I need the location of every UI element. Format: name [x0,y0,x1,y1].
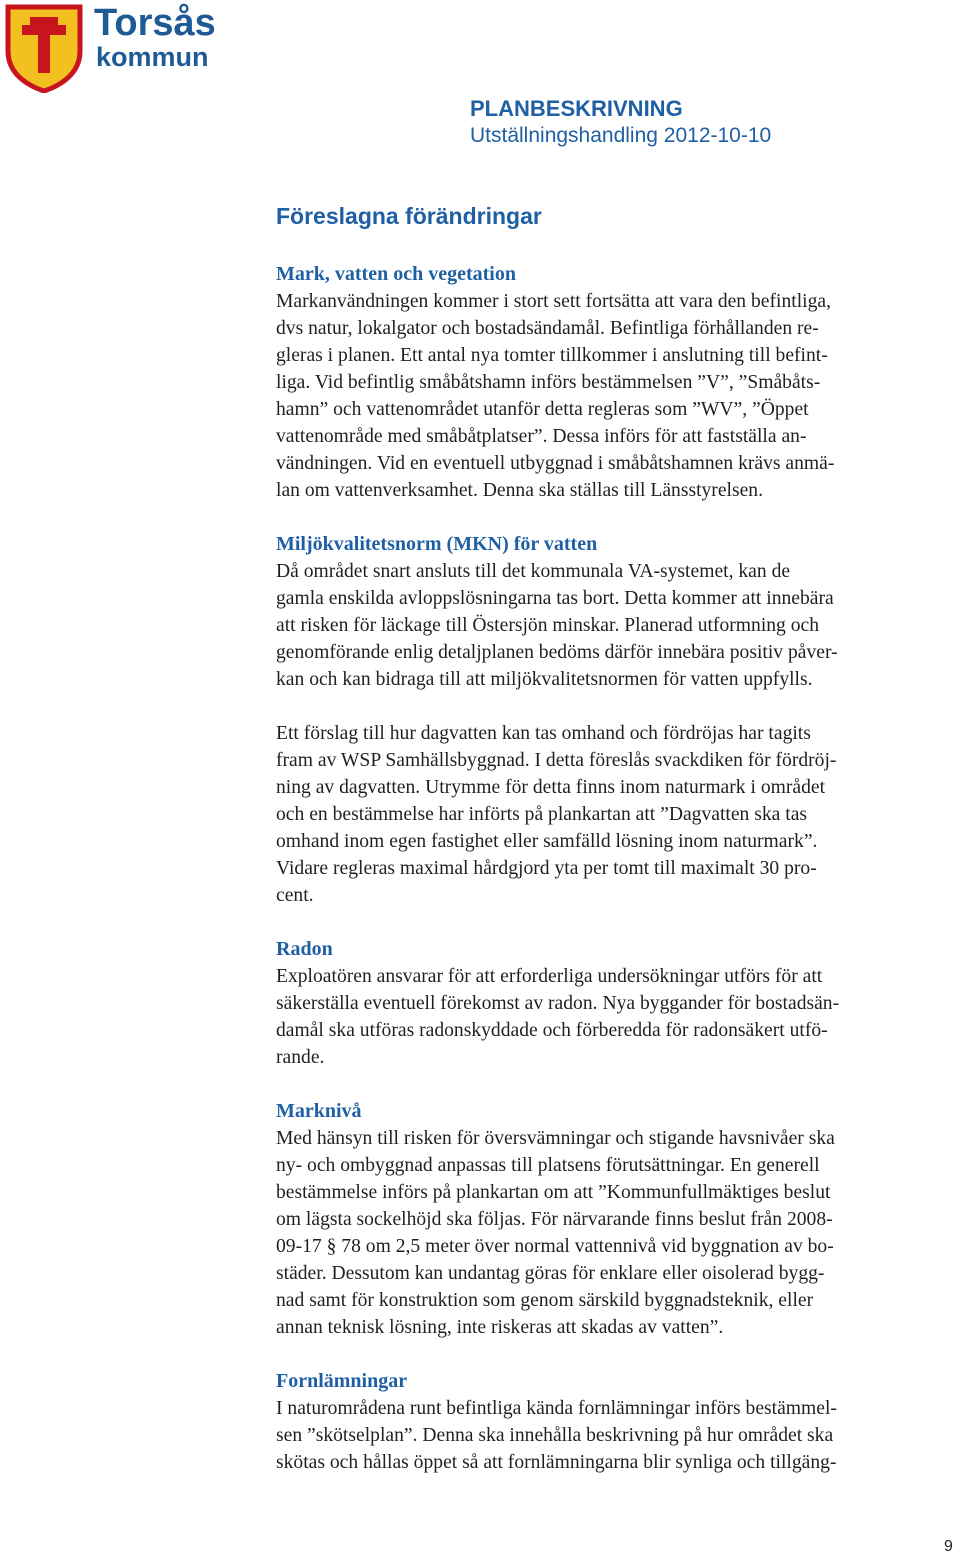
text-line: I naturområdena runt befintliga kända fornlämningar införs bestämmel- [276,1398,837,1419]
paragraph [276,288,952,504]
logo-name: Torsås [94,2,216,44]
section-heading: Marknivå [276,1100,362,1122]
text-line: 09-17 § 78 om 2,5 meter över normal vattennivå vid byggnation av bo- [276,1236,834,1257]
text-line: säkerställa eventuell förekomst av radon. Nya byggander för bostadsän- [276,993,840,1014]
document-header [470,96,771,150]
text-line: kan och kan bidraga till att miljökvalitetsnormen för vatten uppfylls. [276,669,813,690]
paragraph [276,963,952,1071]
text-line: damål ska utföras radonskyddade och förberedda för radonsäkert utfö- [276,1020,828,1041]
text-line: omhand inom egen fastighet eller samfälld lösning inom naturmark”. [276,831,818,852]
logo-subtitle: kommun [96,42,209,72]
text-line: städer. Dessutom kan undantag göras för enklare eller oisolerad bygg- [276,1263,825,1284]
text-line: att risken för läckage till Östersjön minskar. Planerad utformning och [276,615,820,636]
text-line: ning av dagvatten. Utrymme för detta finns inom naturmark i området [276,777,826,798]
text-line: dvs natur, lokalgator och bostadsändamål. Befintliga förhållanden re- [276,318,819,339]
text-line: fram av WSP Samhällsbyggnad. I detta föreslås svackdiken för fördröj- [276,750,837,771]
text-line: vändningen. Vid en eventuell utbyggnad i småbåtshamnen krävs anmä- [276,453,835,474]
document-title: PLANBESKRIVNING [470,96,683,121]
text-line: Vidare regleras maximal hårdgjord yta per tomt till maximalt 30 pro- [276,858,817,879]
section-heading: Fornlämningar [276,1370,408,1392]
text-line: annan teknisk lösning, inte riskeras att skadas av vatten”. [276,1317,724,1338]
text-line: vattenområde med småbåtplatser”. Dessa införs för att fastställa an- [276,426,807,447]
text-line: nad samt för konstruktion som genom särskild byggnadsteknik, eller [276,1290,814,1311]
paragraph [276,720,952,909]
text-line: gamla enskilda avloppslösningarna tas bort. Detta kommer att innebära [276,588,834,609]
text-line: Exploatören ansvarar för att erforderliga undersökningar utförs för att [276,966,823,987]
section-heading: Miljökvalitetsnorm (MKN) för vatten [276,533,598,555]
section-dagvatten [276,720,952,909]
text-line: liga. Vid befintlig småbåtshamn införs bestämmelsen ”V”, ”Småbåts- [276,372,821,393]
text-line: om lägsta sockelhöjd ska följas. För närvarande finns beslut från 2008- [276,1209,833,1230]
text-line: Ett förslag till hur dagvatten kan tas omhand och fördröjas har tagits [276,723,811,744]
text-line: Då området snart ansluts till det kommunala VA-systemet, kan de [276,561,791,582]
text-line: skötas och hållas öppet så att fornlämningarna blir synliga och tillgäng- [276,1452,837,1473]
coat-of-arms-icon [4,3,84,93]
text-line: gleras i planen. Ett antal nya tomter tillkommer i anslutning till befint- [276,345,828,366]
text-line: Markanvändningen kommer i stort sett fortsätta att vara den befintliga, [276,291,831,312]
section-radon [276,936,952,1071]
section-markniva [276,1098,952,1341]
page-number: 9 [944,1538,953,1555]
section-mark-vatten [276,261,952,504]
text-line: genomförande enlig detaljplanen bedöms därför innebära positiv påver- [276,642,838,663]
text-line: bestämmelse införs på plankartan om att ”Kommunfullmäktiges beslut [276,1182,831,1203]
logo [4,3,214,95]
paragraph [276,1125,952,1341]
text-line: och en bestämmelse har införts på plankartan att ”Dagvatten ska tas [276,804,808,825]
main-content [276,199,952,1476]
text-line: ny- och ombyggnad anpassas till platsens förutsättningar. En generell [276,1155,820,1176]
text-line: hamn” och vattenområdet utanför detta regleras som ”WV”, ”Öppet [276,399,809,420]
paragraph [276,1395,952,1476]
section-heading: Mark, vatten och vegetation [276,263,516,285]
section-mkn [276,531,952,693]
section-title: Föreslagna förändringar [276,203,542,229]
paragraph [276,558,952,693]
section-heading: Radon [276,938,333,960]
document-subtitle: Utställningshandling 2012-10-10 [470,124,772,147]
text-line: cent. [276,885,314,906]
text-line: rande. [276,1047,325,1068]
section-fornlamningar [276,1368,952,1476]
text-line: sen ”skötselplan”. Denna ska innehålla beskrivning på hur området ska [276,1425,834,1446]
text-line: Med hänsyn till risken för översvämningar och stigande havsnivåer ska [276,1128,835,1149]
text-line: lan om vattenverksamhet. Denna ska ställas till Länsstyrelsen. [276,480,763,501]
